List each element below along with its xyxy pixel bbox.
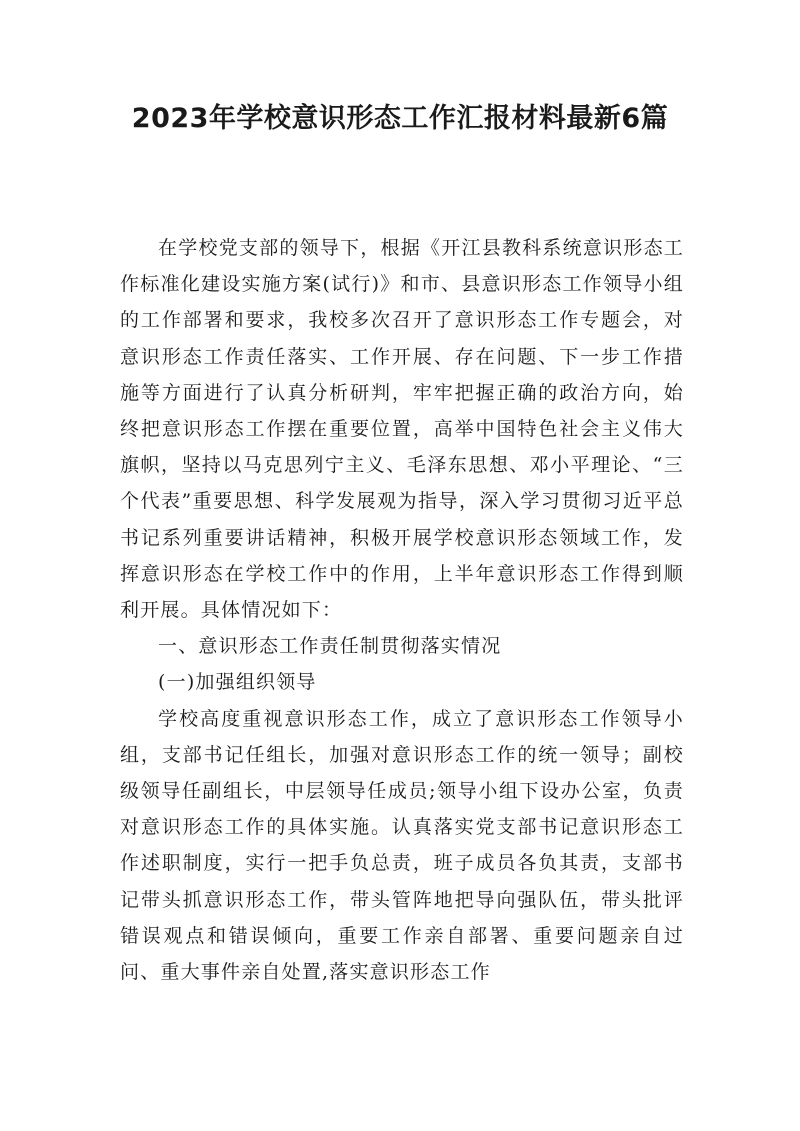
body-paragraph: 学校高度重视意识形态工作，成立了意识形态工作领导小组，支部书记任组长，加强对意识形态工作的统一领导；副校级领导任副组长，中层领导任成员;领导小组下设办公室，负责对意识形态工作的具体实施。认真落实党支部书记意识形态工作述职制度，实行一把手负总责，班子成员各负其责，支部书记带头抓意识形态工作，带头管阵地把导向强队伍，带头批评错误观点和错误倾向，重要工作亲自部署、重要问题亲自过问、重大事件亲自处置,落实意识形态工作 [120, 707, 684, 984]
document-body [120, 230, 684, 990]
section-heading: 一、意识形态工作责任制贯彻落实情况 [158, 635, 502, 658]
document-title: 2023年学校意识形态工作汇报材料最新6篇 [131, 103, 669, 134]
intro-paragraph: 在学校党支部的领导下，根据《开江县教科系统意识形态工作标准化建设实施方案(试行)》和市、县意识形态工作领导小组的工作部署和要求，我校多次召开了意识形态工作专题会，对意识形态工作责任落实、工作开展、存在问题、下一步工作措施等方面进行了认真分析研判，牢牢把握正确的政治方向，始终把意识形态工作摆在重要位置，高举中国特色社会主义伟大旗帜，坚持以马克思列宁主义、毛泽东思想、邓小平理论、“三个代表”重要思想、科学发展观为指导，深入学习贯彻习近平总书记系列重要讲话精神，积极开展学校意识形态领域工作，发挥意识形态在学校工作中的作用，上半年意识形态工作得到顺利开展。具体情况如下： [120, 237, 684, 622]
subsection-heading: (一)加强组织领导 [158, 671, 317, 694]
